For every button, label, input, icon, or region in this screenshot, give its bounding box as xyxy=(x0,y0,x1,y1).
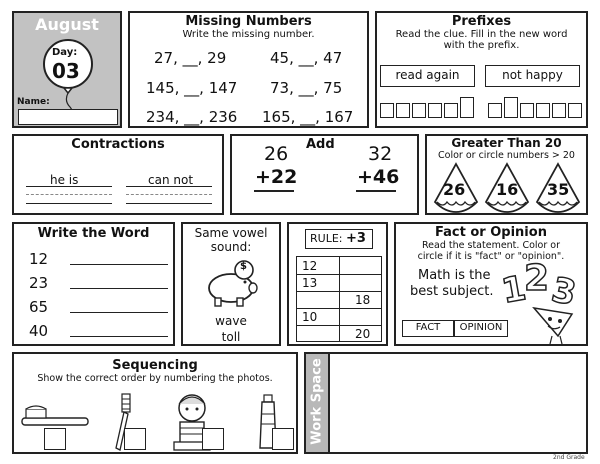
cone-number: 26 xyxy=(443,180,466,199)
add-title: Add xyxy=(306,137,335,152)
table-cell[interactable]: 13 xyxy=(302,276,318,290)
vowel-title-1: Same vowel xyxy=(194,226,268,240)
sequencing-title: Sequencing xyxy=(112,358,198,373)
rule-value: +3 xyxy=(345,231,366,246)
sum-line xyxy=(356,190,396,192)
table-row-line xyxy=(297,308,381,309)
greater-than-instruction: Color or circle numbers > 20 xyxy=(438,150,575,161)
fact-button[interactable]: FACT xyxy=(402,320,454,337)
prefixes-panel xyxy=(375,11,588,128)
fact-opinion-panel xyxy=(394,222,588,346)
missing-item[interactable]: 234, __, 236 xyxy=(146,108,238,126)
table-row-line xyxy=(297,291,381,292)
writing-guide xyxy=(26,194,112,195)
order-box[interactable] xyxy=(44,428,66,450)
letter-box[interactable] xyxy=(412,103,426,118)
answer-line[interactable] xyxy=(126,203,212,204)
greater-than-panel xyxy=(425,134,588,215)
table-cell[interactable]: 18 xyxy=(355,293,371,307)
table-cell[interactable]: 12 xyxy=(302,259,318,273)
rule-panel xyxy=(287,222,388,346)
addend-bottom: +46 xyxy=(357,166,400,188)
month-label: August xyxy=(35,15,99,34)
letter-box[interactable] xyxy=(504,97,518,118)
letter-box[interactable] xyxy=(536,103,550,118)
missing-numbers-panel xyxy=(128,11,369,128)
addend-top: 26 xyxy=(264,143,289,165)
cone-number: 16 xyxy=(496,180,519,199)
missing-numbers-instruction: Write the missing number. xyxy=(182,29,315,40)
contractions-title: Contractions xyxy=(71,137,165,152)
name-field[interactable] xyxy=(18,109,118,125)
workspace-tab xyxy=(304,352,328,454)
missing-item[interactable]: 45, __, 47 xyxy=(270,49,343,67)
fact-opinion-title: Fact or Opinion xyxy=(435,225,547,240)
cone-number: 35 xyxy=(547,180,570,199)
prefix-clue-box: read again xyxy=(380,65,475,87)
contraction-word: he is xyxy=(50,173,79,187)
rule-table xyxy=(296,256,382,342)
letter-box[interactable] xyxy=(428,103,442,118)
coin-symbol: $ xyxy=(240,261,247,272)
letter-box[interactable] xyxy=(568,103,582,118)
word-number: 23 xyxy=(29,274,49,292)
pencil-character-icon xyxy=(528,304,578,344)
missing-item[interactable]: 145, __, 147 xyxy=(146,79,238,97)
prefixes-instruction-2: with the prefix. xyxy=(443,40,520,51)
word-answer-line[interactable] xyxy=(70,312,168,313)
sum-line xyxy=(254,190,294,192)
letter-box[interactable] xyxy=(520,103,534,118)
vowel-sound-panel xyxy=(181,222,281,346)
letter-box[interactable] xyxy=(460,97,474,118)
missing-numbers-title: Missing Numbers xyxy=(185,14,312,29)
missing-item[interactable]: 73, __, 75 xyxy=(270,79,343,97)
letter-box[interactable] xyxy=(488,103,502,118)
order-box[interactable] xyxy=(124,428,146,450)
letter-box[interactable] xyxy=(380,103,394,118)
word-answer-line[interactable] xyxy=(70,264,168,265)
workspace-area[interactable] xyxy=(328,352,588,454)
prefix-clue-box: not happy xyxy=(485,65,580,87)
letter-box[interactable] xyxy=(396,103,410,118)
day-number: 03 xyxy=(52,59,80,83)
word-number: 40 xyxy=(29,322,49,340)
grade-label: 2nd Grade xyxy=(553,454,585,461)
greater-than-title: Greater Than 20 xyxy=(451,136,562,150)
contraction-word: can not xyxy=(148,173,194,187)
contractions-panel xyxy=(12,134,224,215)
answer-line[interactable] xyxy=(26,203,112,204)
word-number: 12 xyxy=(29,250,49,268)
fact-statement-1: Math is the xyxy=(418,268,491,283)
write-word-panel xyxy=(12,222,175,346)
addend-top: 32 xyxy=(368,143,393,165)
word-number: 65 xyxy=(29,298,49,316)
rule-label xyxy=(305,229,373,249)
rule-label-text: RULE: xyxy=(310,232,343,245)
vowel-word[interactable]: toll xyxy=(221,330,241,344)
letter-box[interactable] xyxy=(552,103,566,118)
table-cell[interactable]: 20 xyxy=(355,327,371,341)
answer-line[interactable] xyxy=(126,186,212,187)
toothbrush-icon xyxy=(20,404,92,430)
day-label: Day: xyxy=(52,47,78,58)
prefixes-instruction-1: Read the clue. Fill in the new word xyxy=(395,29,568,40)
date-panel xyxy=(12,11,122,128)
piggy-bank-icon xyxy=(205,258,259,308)
opinion-button[interactable]: OPINION xyxy=(454,320,508,337)
sequencing-panel xyxy=(12,352,298,454)
workspace-label: Work Space xyxy=(309,358,325,445)
decor-digit: 2 xyxy=(524,258,550,299)
name-label: Name: xyxy=(17,97,50,107)
missing-item[interactable]: 27, __, 29 xyxy=(154,49,227,67)
vowel-title-2: sound: xyxy=(210,240,252,254)
add-panel xyxy=(230,134,419,215)
missing-item[interactable]: 165, __, 167 xyxy=(262,108,354,126)
write-word-title: Write the Word xyxy=(37,226,150,241)
letter-box[interactable] xyxy=(444,103,458,118)
decor-digit: 1 xyxy=(498,268,529,312)
fact-instruction-1: Read the statement. Color or xyxy=(422,240,560,251)
order-box[interactable] xyxy=(272,428,294,450)
word-answer-line[interactable] xyxy=(70,288,168,289)
table-row-line xyxy=(297,325,381,326)
table-row-line xyxy=(297,274,381,275)
order-box[interactable] xyxy=(202,428,224,450)
decor-digit: 3 xyxy=(548,269,580,315)
fact-instruction-2: circle if it is "fact" or "opinion". xyxy=(417,251,565,262)
table-cell[interactable]: 10 xyxy=(302,310,318,324)
sequencing-instruction: Show the correct order by numbering the photos. xyxy=(37,373,273,384)
answer-line[interactable] xyxy=(26,186,112,187)
writing-guide xyxy=(126,194,212,195)
word-answer-line[interactable] xyxy=(70,336,168,337)
fact-statement-2: best subject. xyxy=(410,284,494,299)
prefixes-title: Prefixes xyxy=(451,14,512,29)
vowel-word[interactable]: wave xyxy=(215,314,247,328)
addend-bottom: +22 xyxy=(255,166,298,188)
table-divider xyxy=(339,257,340,341)
